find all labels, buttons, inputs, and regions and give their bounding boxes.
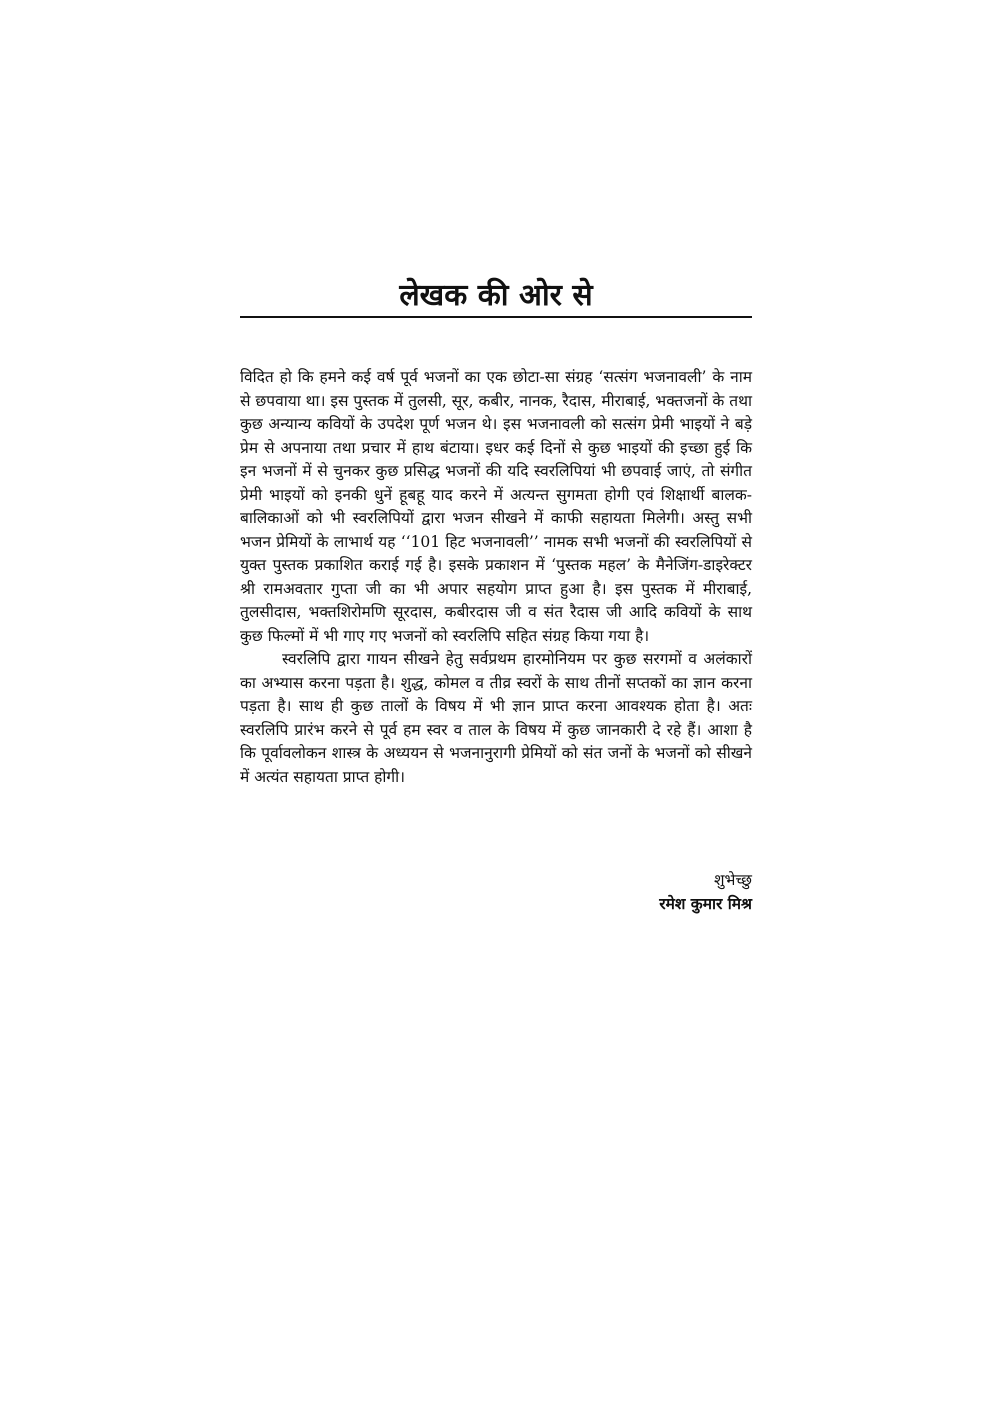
author-name: रमेश कुमार मिश्र <box>659 894 752 913</box>
title-divider <box>240 316 752 318</box>
signature-block <box>540 868 752 916</box>
paragraph-2: स्वरलिपि द्वारा गायन सीखने हेतु सर्वप्रथम हारमोनियम पर कुछ सरगमों व अलंकारों का अभ्यास करना पड़ता है। शुद्ध, कोमल व तीव्र स्वरों के साथ तीनों सप्तकों का ज्ञान करना पड़ता है। साथ ही कुछ तालों के विषय में भी ज्ञान प्राप्त करना आवश्यक होता है। अतः स्वरलिपि प्रारंभ करने से पूर्व हम स्वर व ताल के विषय में कुछ जानकारी दे रहे हैं। आशा है कि पूर्वावलोकन शास्त्र के अध्ययन से भजनानुरागी प्रेमियों को संत जनों के भजनों को सीखने में अत्यंत सहायता प्राप्त होगी। <box>240 650 752 786</box>
paragraph-1: विदित हो कि हमने कई वर्ष पूर्व भजनों का एक छोटा-सा संग्रह ‘सत्संग भजनावली’ के नाम से छपवाया था। इस पुस्तक में तुलसी, सूर, कबीर, नानक, रैदास, मीराबाई, भक्तजनों के तथा कुछ अन्यान्य कवियों के उपदेश पूर्ण भजन थे। इस भजनावली को सत्संग प्रेमी भाइयों ने बड़े प्रेम से अपनाया तथा प्रचार में हाथ बंटाया। इधर कई दिनों से कुछ भाइयों की इच्छा हुई कि इन भजनों में से चुनकर कुछ प्रसिद्ध भजनों की यदि स्वरलिपियां भी छपवाई जाएं, तो संगीत प्रेमी भाइयों को इनकी धुनें हूबहू याद करने में अत्यन्त सुगमता होगी एवं शिक्षार्थी बालक-बालिकाओं को भी स्वरलिपियों द्वारा भजन सीखने में काफी सहायता मिलेगी। अस्तु सभी भजन प्रेमियों के लाभार्थ यह ‘‘101 हिट भजनावली’’ नामक सभी भजनों की स्वरलिपियों से युक्त पुस्तक प्रकाशित कराई गई है। इसके प्रकाशन में ‘पुस्तक महल’ के मैनेजिंग-डाइरेक्टर श्री रामअवतार गुप्ता जी का भी अपार सहयोग प्राप्त हुआ है। इस पुस्तक में मीराबाई, तुलसीदास, भक्तशिरोमणि सूरदास, कबीरदास जी व संत रैदास जी आदि कवियों के साथ कुछ फिल्मों में भी गाए गए भजनों को स्वरलिपि सहित संग्रह किया गया है। <box>240 368 752 645</box>
page-title: लेखक की ओर से <box>399 278 593 313</box>
body-text <box>240 366 752 789</box>
signature-greeting: शुभेच्छु <box>713 871 752 889</box>
